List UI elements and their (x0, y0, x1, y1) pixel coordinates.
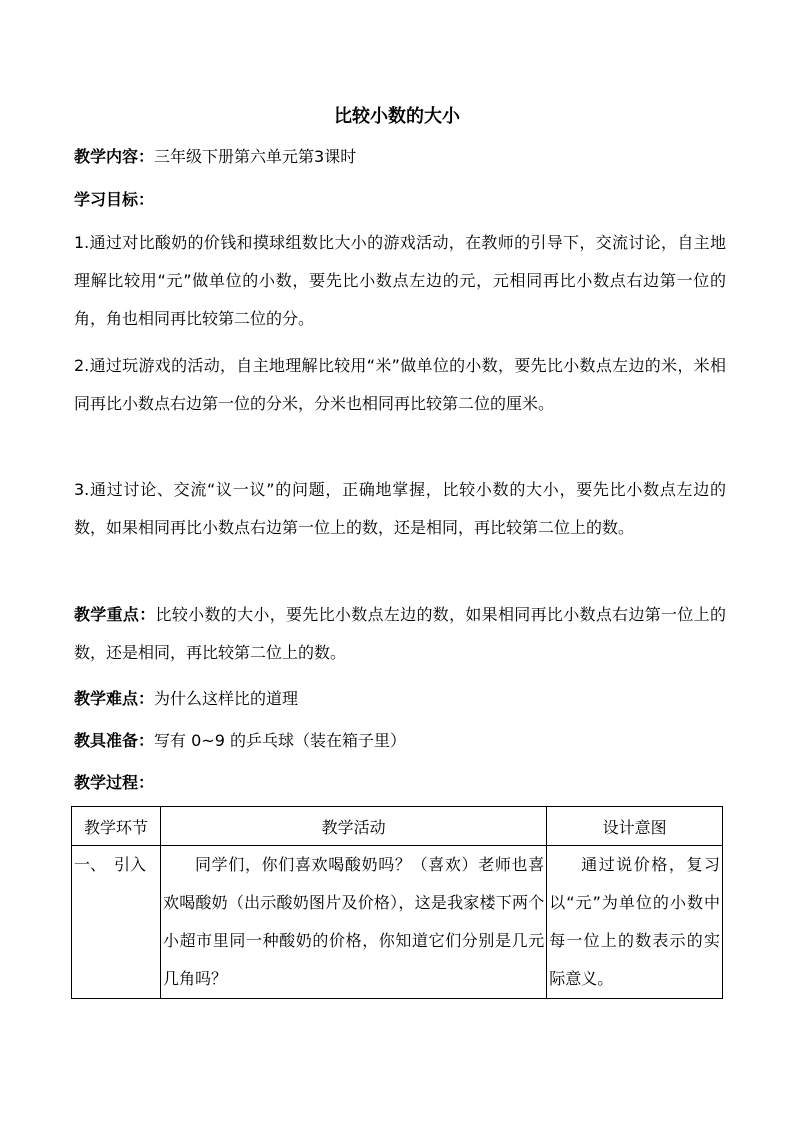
row-stage-text: 一、 引入 (74, 855, 147, 874)
teaching-content-label: 教学内容： (74, 147, 155, 166)
header-intent: 设计意图 (547, 807, 723, 846)
difficulty-value: 为什么这样比的道理 (154, 689, 299, 708)
table-header-row (72, 807, 723, 846)
objectives-label: 学习目标： (74, 190, 155, 209)
row-intent-text: 通过说价格，复习以“元”为单位的小数中每一位上的数表示的实际意义。 (549, 855, 720, 988)
materials-line (74, 722, 726, 760)
key-point-line (74, 596, 726, 672)
teaching-content-value: 三年级下册第六单元第3课时 (154, 147, 357, 166)
difficulty-line (74, 680, 726, 718)
key-point-value: 比较小数的大小，要先比小数点左边的数，如果相同再比小数点右边第一位上的数，还是相同，再比较第二位上的数。 (74, 605, 726, 662)
row-intent (547, 846, 723, 999)
process-table (71, 806, 723, 999)
header-stage: 教学环节 (72, 807, 161, 846)
objectives-heading (74, 181, 726, 219)
teaching-content-line (74, 138, 726, 176)
key-point-label: 教学重点： (74, 605, 156, 624)
page-title: 比较小数的大小 (334, 106, 460, 127)
objective-item-1: 1.通过对比酸奶的价钱和摸球组数比大小的游戏活动，在教师的引导下，交流讨论，自主地理解比较用“元”做单位的小数，要先比小数点左边的元，元相同再比小数点右边第一位的角，角也相同再比较第二位的分。 (74, 233, 726, 328)
table-row (72, 846, 723, 999)
difficulty-label: 教学难点： (74, 689, 155, 708)
objective-item-2: 2.通过玩游戏的活动，自主地理解比较用“米”做单位的小数，要先比小数点左边的米，米相同再比小数点右边第一位的分米，分米也相同再比较第二位的厘米。 (74, 356, 726, 413)
row-activity-text: 同学们，你们喜欢喝酸奶吗？（喜欢）老师也喜欢喝酸奶（出示酸奶图片及价格），这是我家楼下两个小超市里同一种酸奶的价格，你知道它们分别是几元几角吗？ (162, 855, 545, 988)
header-activity: 教学活动 (160, 807, 546, 846)
materials-label: 教具准备： (74, 731, 155, 750)
process-heading (74, 764, 726, 802)
row-activity (160, 846, 546, 999)
materials-value: 写有 0~9 的乒乓球（装在箱子里） (154, 731, 406, 750)
process-label: 教学过程： (74, 773, 155, 792)
row-stage (72, 846, 161, 999)
objective-item-3: 3.通过讨论、交流“议一议”的问题，正确地掌握，比较小数的大小，要先比小数点左边的数，如果相同再比小数点右边第一位上的数，还是相同，再比较第二位上的数。 (74, 480, 726, 537)
